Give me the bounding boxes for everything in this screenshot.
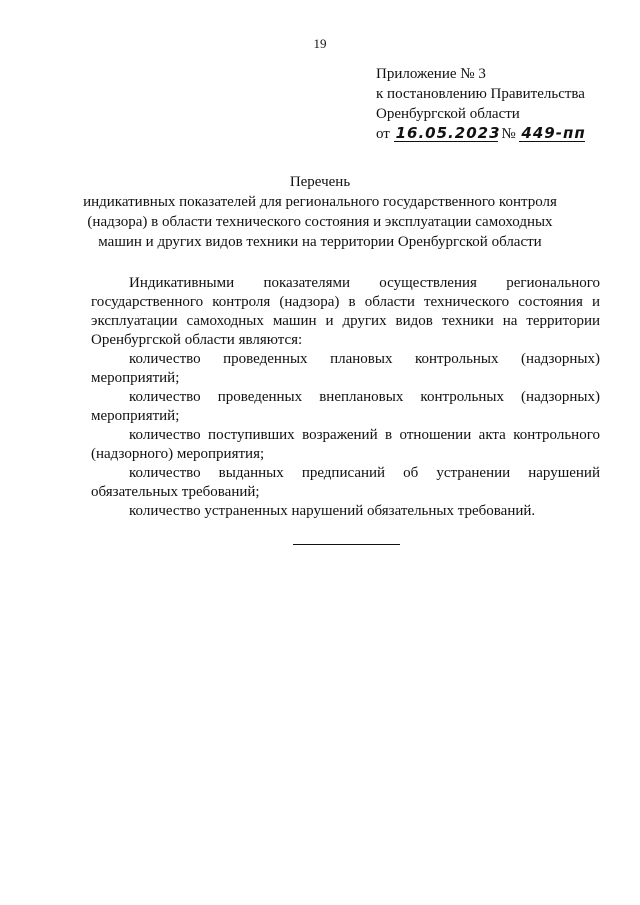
list-item: количество устраненных нарушений обязательных требований.: [129, 503, 536, 519]
appendix-date-row: [376, 124, 585, 144]
appendix-region: Оренбургской области: [376, 106, 520, 122]
title-heading: Перечень: [289, 174, 351, 190]
number-prefix: №: [501, 126, 516, 142]
title-line-3: машин и других видов техники на территории Оренбургской области: [98, 234, 542, 250]
handwritten-date: 16.05.2023: [395, 124, 501, 142]
appendix-resolution: к постановлению Правительства: [376, 86, 585, 102]
appendix-title: Приложение № 3: [376, 66, 486, 82]
appendix-block: [376, 64, 585, 144]
page-number: 19: [313, 36, 327, 51]
list-item: количество поступивших возражений в отношении акта контрольного (надзорного) мероприятия;: [91, 427, 600, 462]
list-item: количество проведенных плановых контрольных (надзорных) мероприятий;: [91, 351, 600, 386]
date-prefix: от: [376, 126, 390, 142]
handwritten-number: 449-пп: [521, 124, 586, 142]
intro-paragraph: Индикативными показателями осуществления регионального государственного контроля (надзора) в области технического состояния и эксплуатации самоходных машин и других видов техники на территории Оренбургской области являются:: [91, 275, 600, 348]
closing-rule: [293, 544, 400, 545]
document-body: [91, 274, 600, 521]
title-line-2: (надзора) в области технического состояния и эксплуатации самоходных: [87, 214, 553, 230]
title-line-1: индикативных показателей для регионального государственного контроля: [83, 194, 557, 210]
list-item: количество выданных предписаний об устранении нарушений обязательных требований;: [91, 465, 600, 500]
document-title: [80, 172, 560, 252]
list-item: количество проведенных внеплановых контрольных (надзорных) мероприятий;: [91, 389, 600, 424]
